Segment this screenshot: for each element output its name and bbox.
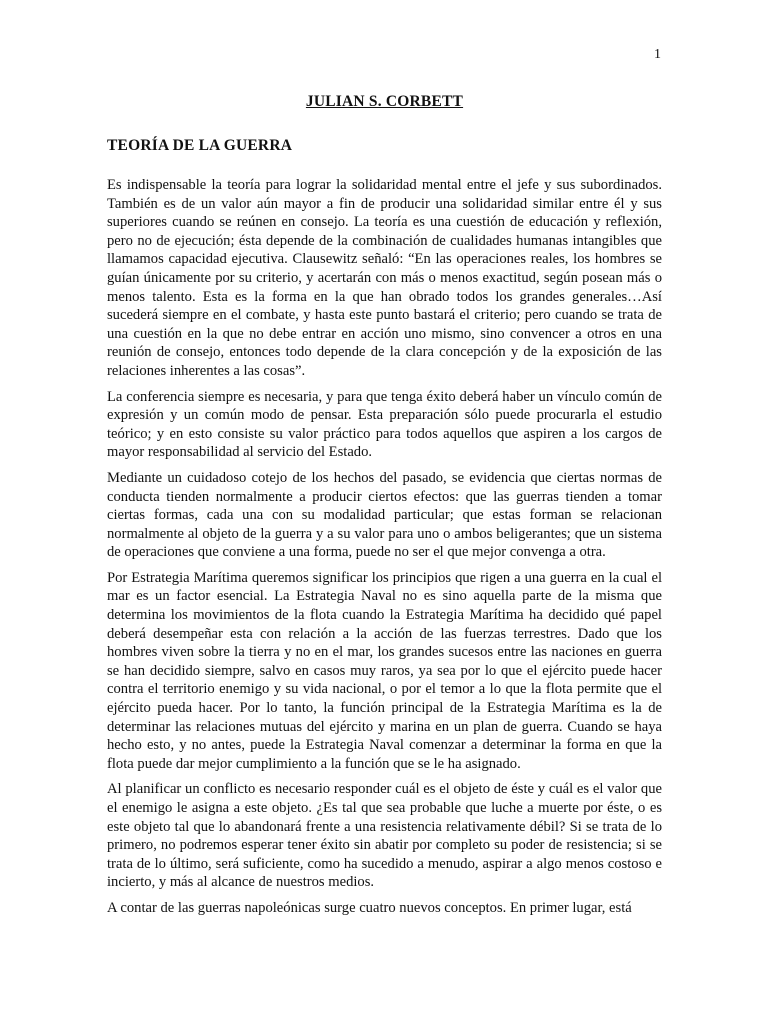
paragraph: La conferencia siempre es necesaria, y para que tenga éxito deberá haber un vínculo común de expresión y un común modo de pensar. Esta preparación sólo puede procurarla el estudio teórico; y en esto consiste su valor práctico para todos aquellos que aspiren a los cargos de mayor responsabilidad al servicio del Estado. [107,388,662,461]
paragraph: Mediante un cuidadoso cotejo de los hechos del pasado, se evidencia que ciertas normas de conducta tienden normalmente a producir ciertos efectos: que las guerras tienden a tomar ciertas formas, cada una con su modalidad particular; que estas forman se relacionan normalmente al objeto de la guerra y a su valor para uno o ambos beligerantes; que un sistema de operaciones que conviene a una forma, puede no ser el que mejor convenga a otra. [107,469,662,561]
paragraph: Es indispensable la teoría para lograr la solidaridad mental entre el jefe y sus subordinados. También es de un valor aún mayor a fin de producir una solidaridad similar entre él y sus superiores cuando se reúnen en consejo. La teoría es una cuestión de educación y reflexión, pero no de ejecución; ésta depende de la combinación de cualidades humanas intangibles que llamamos capacidad ejecutiva. Clausewitz señaló: “En las operaciones reales, los hombres se guían únicamente por su criterio, y acertarán con más o menos exactitud, según posean más o menos talento. Esta es la forma en la que han obrado todos los grandes generales…Así sucederá siempre en el combate, y hasta este punto bastará el criterio; pero cuando se trata de una cuestión en la que no debe entrar en acción uno mismo, sino convencer a otros en una reunión de consejo, entonces todo depende de la clara concepción y de la exposición de las relaciones inherentes a las cosas”. [107,177,662,379]
document-body [107,92,662,925]
paragraph: A contar de las guerras napoleónicas surge cuatro nuevos conceptos. En primer lugar, está [107,899,632,916]
page-number: 1 [654,47,661,62]
paragraph: Por Estrategia Marítima queremos significar los principios que rigen a una guerra en la cual el mar es un factor esencial. La Estrategia Naval no es sino aquella parte de la misma que determina los movimientos de la flota cuando la Estrategia Marítima ha decidido qué papel deberá desempeñar esta con relación a la acción de las fuerzas terrestres. Dado que los hombres viven sobre la tierra y no en el mar, los grandes sucesos entre las naciones en guerra se han decidido siempre, salvo en casos muy raros, ya sea por lo que el ejército puede hacer contra el territorio enemigo y su vida nacional, o por el temor a lo que la flota permite que el ejército pueda hacer. Por lo tanto, la función principal de la Estrategia Marítima es la de determinar las relaciones mutuas del ejército y marina en un plan de guerra. Cuando se haya hecho esto, y no antes, puede la Estrategia Naval comenzar a determinar la forma en que la flota puede dar mejor cumplimiento a la función que se le ha asignado. [107,569,662,772]
author-heading: JULIAN S. CORBETT [305,93,464,110]
paragraph: Al planificar un conflicto es necesario responder cuál es el objeto de éste y cuál es el valor que el enemigo le asigna a este objeto. ¿Es tal que sea probable que luche a muerte por éste, o es este objeto tal que lo abandonará frente a una resistencia relativamente débil? Si se trata de lo primero, no podremos esperar tener éxito sin abatir por completo su poder de resistencia; si se trata de lo último, será suficiente, como ha sucedido a menudo, aspirar a algo menos costoso e incierto, y más al alcance de nuestros medios. [107,781,662,891]
section-title: TEORÍA DE LA GUERRA [107,137,293,154]
